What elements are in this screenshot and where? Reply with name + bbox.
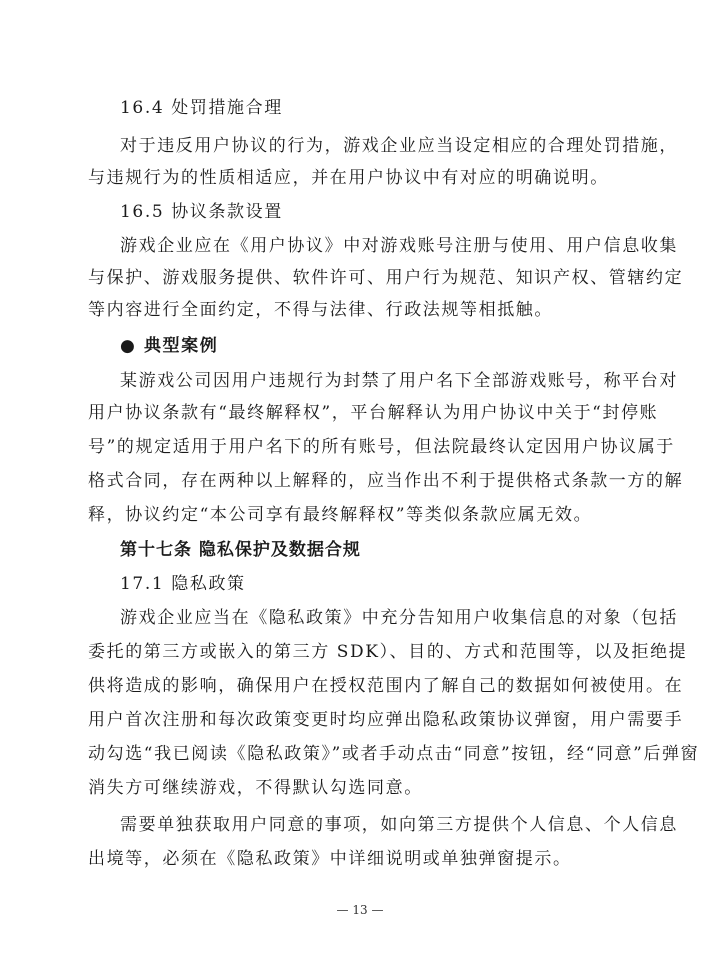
page-number: — 13 — bbox=[336, 903, 384, 917]
case-label: ● 典型案例 bbox=[120, 336, 219, 356]
paragraph-line: 用户首次注册和每次政策变更时均应弹出隐私政策协议弹窗，用户需要手 bbox=[88, 710, 684, 730]
paragraph-line: 号”的规定适用于用户名下的所有账号，但法院最终认定因用户协议属于 bbox=[88, 437, 675, 457]
paragraph-line: 释，协议约定“本公司享有最终解释权”等类似条款应属无效。 bbox=[88, 505, 593, 525]
paragraph-line: 消失方可继续游戏，不得默认勾选同意。 bbox=[88, 778, 423, 798]
paragraph-line: 用户协议条款有“最终解释权”，平台解释认为用户协议中关于“封停账 bbox=[88, 403, 659, 423]
paragraph-line: 某游戏公司因用户违规行为封禁了用户名下全部游戏账号，称平台对 bbox=[120, 371, 678, 391]
paragraph-line: 委托的第三方或嵌入的第三方 SDK）、目的、方式和范围等，以及拒绝提 bbox=[88, 642, 688, 662]
paragraph-line: 需要单独获取用户同意的事项，如向第三方提供个人信息、个人信息 bbox=[120, 815, 678, 835]
section-heading-17-1: 17.1 隐私政策 bbox=[120, 574, 246, 594]
paragraph-line: 等内容进行全面约定，不得与法律、行政法规等相抵触。 bbox=[88, 300, 553, 320]
paragraph-line: 供将造成的影响，确保用户在授权范围内了解自己的数据如何被使用。在 bbox=[88, 676, 684, 696]
paragraph-line: 动勾选“我已阅读《隐私政策》”或者手动点击“同意”按钮，经“同意”后弹窗 bbox=[88, 744, 700, 764]
paragraph-line: 游戏企业应当在《隐私政策》中充分告知用户收集信息的对象（包括 bbox=[120, 608, 678, 628]
section-heading-16-5: 16.5 协议条款设置 bbox=[120, 202, 283, 222]
paragraph-line: 出境等，必须在《隐私政策》中详细说明或单独弹窗提示。 bbox=[88, 849, 572, 869]
paragraph-line: 与违规行为的性质相适应，并在用户协议中有对应的明确说明。 bbox=[88, 168, 609, 188]
paragraph-line: 对于违反用户协议的行为，游戏企业应当设定相应的合理处罚措施， bbox=[120, 136, 678, 156]
paragraph-line: 与保护、游戏服务提供、软件许可、用户行为规范、知识产权、管辖约定 bbox=[88, 268, 684, 288]
article-heading-17: 第十七条 隐私保护及数据合规 bbox=[120, 540, 361, 560]
paragraph-line: 游戏企业应在《用户协议》中对游戏账号注册与使用、用户信息收集 bbox=[120, 236, 678, 256]
paragraph-line: 格式合同，存在两种以上解释的，应当作出不利于提供格式条款一方的解 bbox=[88, 471, 684, 491]
section-heading-16-4: 16.4 处罚措施合理 bbox=[120, 98, 283, 118]
